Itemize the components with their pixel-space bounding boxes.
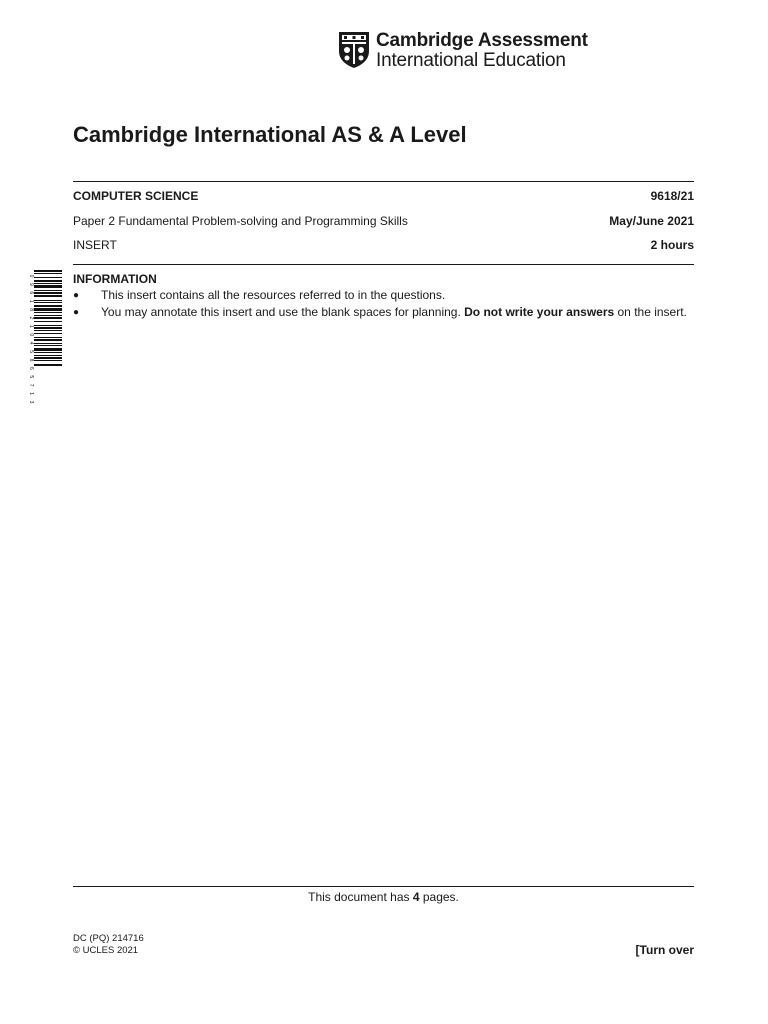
svg-text:1: 1 [28, 299, 34, 303]
page-count-suffix: pages. [419, 890, 459, 904]
information-list [73, 288, 694, 321]
exam-session: May/June 2021 [609, 214, 694, 228]
svg-text:8: 8 [28, 358, 34, 362]
duration: 2 hours [650, 238, 694, 252]
svg-text:1: 1 [28, 392, 34, 395]
logo-line-2: International Education [376, 49, 566, 71]
subject-row [73, 189, 694, 203]
footer-rule [73, 886, 694, 887]
information-item-emphasis: Do not write your answers [464, 304, 615, 319]
page-count-note [73, 890, 694, 904]
cambridge-logo [338, 30, 588, 70]
qualification-title: Cambridge International AS & A Level [73, 122, 467, 147]
information-heading: INFORMATION [73, 272, 157, 286]
bottom-rule [73, 264, 694, 265]
information-item-text-end: on the insert. [614, 304, 687, 319]
copyright: © UCLES 2021 [73, 945, 139, 956]
svg-text:0: 0 [28, 333, 34, 337]
footer-left [73, 933, 144, 957]
svg-text:4: 4 [28, 341, 34, 345]
logo-line-1: Cambridge Assessment [376, 29, 588, 51]
page-count: 4 [412, 890, 420, 904]
svg-text:2: 2 [28, 316, 34, 320]
svg-text:7: 7 [28, 383, 34, 387]
barcode [24, 270, 64, 412]
svg-text:8: 8 [28, 308, 34, 311]
document-type: INSERT [73, 238, 117, 252]
paper-row [73, 214, 694, 228]
subject: COMPUTER SCIENCE [73, 189, 199, 203]
svg-text:6: 6 [28, 367, 34, 370]
paper-title: Paper 2 Fundamental Problem-solving and Programming Skills [73, 214, 408, 228]
type-row [73, 238, 694, 252]
information-item [73, 305, 694, 321]
syllabus-code: 9618/21 [650, 189, 694, 203]
information-item-text: You may annotate this insert and use the blank spaces for planning. [101, 304, 465, 319]
bullet-icon: ● [73, 306, 80, 318]
svg-text:5: 5 [28, 350, 34, 353]
bullet-icon: ● [73, 290, 80, 301]
crest-icon [338, 31, 370, 69]
turn-over-note: [Turn over [635, 943, 694, 957]
svg-text:9: 9 [28, 283, 34, 286]
svg-text:6: 6 [28, 291, 34, 295]
top-rule [73, 181, 694, 182]
svg-text:1: 1 [28, 325, 34, 328]
svg-text:0: 0 [28, 274, 34, 278]
information-item [73, 288, 694, 304]
svg-text:3: 3 [28, 400, 34, 404]
svg-text:5: 5 [28, 375, 34, 379]
information-item-text: This insert contains all the resources referred to in the questions. [101, 288, 446, 302]
page-count-prefix: This document has [308, 890, 413, 904]
document-reference: DC (PQ) 214716 [73, 933, 144, 944]
